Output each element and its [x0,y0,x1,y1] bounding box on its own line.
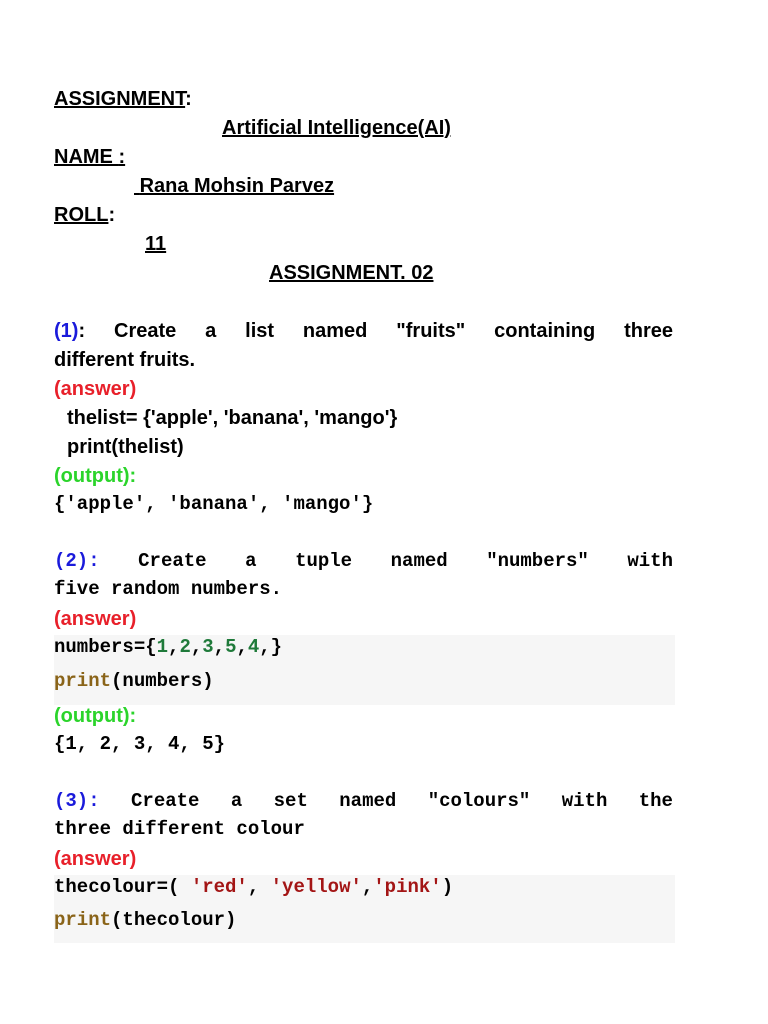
q2-word: named [390,550,448,572]
q1-word: "fruits" [396,320,466,342]
q1-word: Create [114,320,177,342]
q3-word: with [561,790,608,812]
q1-line2: different fruits. [54,349,196,371]
q3-word: "colours" [427,790,531,812]
roll-label: ROLL [54,204,109,226]
subject-title: Artificial Intelligence(AI) [222,117,451,139]
roll-heading [54,204,115,227]
q2-word: tuple [295,550,353,572]
q3-word: named [339,790,397,812]
assignment-label: ASSIGNMENT [54,88,186,110]
q3-answer-label: (answer) [54,848,137,870]
q2-line2: five random numbers. [54,578,283,600]
q2-output: {1, 2, 3, 4, 5} [54,733,226,755]
q3-line1 [54,790,673,812]
q1-word: a [205,320,217,342]
q3-word: the [638,790,673,812]
q3-code-line1: thecolour=( 'red', 'yellow','pink') [54,876,454,898]
q3-number: (3): [54,790,100,812]
q3-word: a [230,790,243,812]
q2-output-label: (output): [54,705,137,727]
q1-output-label: (output): [54,465,137,487]
q3-line2: three different colour [54,818,305,840]
name-heading [54,146,125,169]
assignment-number: ASSIGNMENT. 02 [269,262,434,284]
q2-word: a [245,550,257,572]
q1-answer-label: (answer) [54,378,137,400]
q3-code-line2: print(thecolour) [54,909,237,931]
q1-word: named [302,320,368,342]
student-name [134,175,334,198]
q2-code-line2: print(numbers) [54,670,214,692]
q1-output: {'apple', 'banana', 'mango'} [54,493,374,515]
q2-word: "numbers" [486,550,589,572]
q1-number: (1): [54,320,86,342]
q2-word: with [627,550,673,572]
q1-line1 [54,320,673,343]
q2-word: Create [138,550,207,572]
q1-word: list [245,320,275,342]
q2-code-line1: numbers={1,2,3,5,4,} [54,636,283,658]
q2-answer-label: (answer) [54,608,137,630]
name-label: NAME [54,146,119,168]
name-colon: : [118,146,126,168]
q1-word: containing [494,320,596,342]
q3-word: set [273,790,308,812]
q1-code-line2: print(thelist) [67,436,184,458]
q2-number: (2): [54,550,100,572]
q1-word: three [624,320,673,342]
q3-word: Create [131,790,200,812]
q2-line1 [54,550,673,572]
roll-colon: : [108,204,116,226]
assignment-heading [54,88,192,111]
assignment-colon: : [185,88,192,110]
roll-number: 11 [145,233,167,255]
q1-code-line1: thelist= {'apple', 'banana', 'mango'} [67,407,398,429]
student-name-text: Rana Mohsin Parvez [139,175,335,197]
